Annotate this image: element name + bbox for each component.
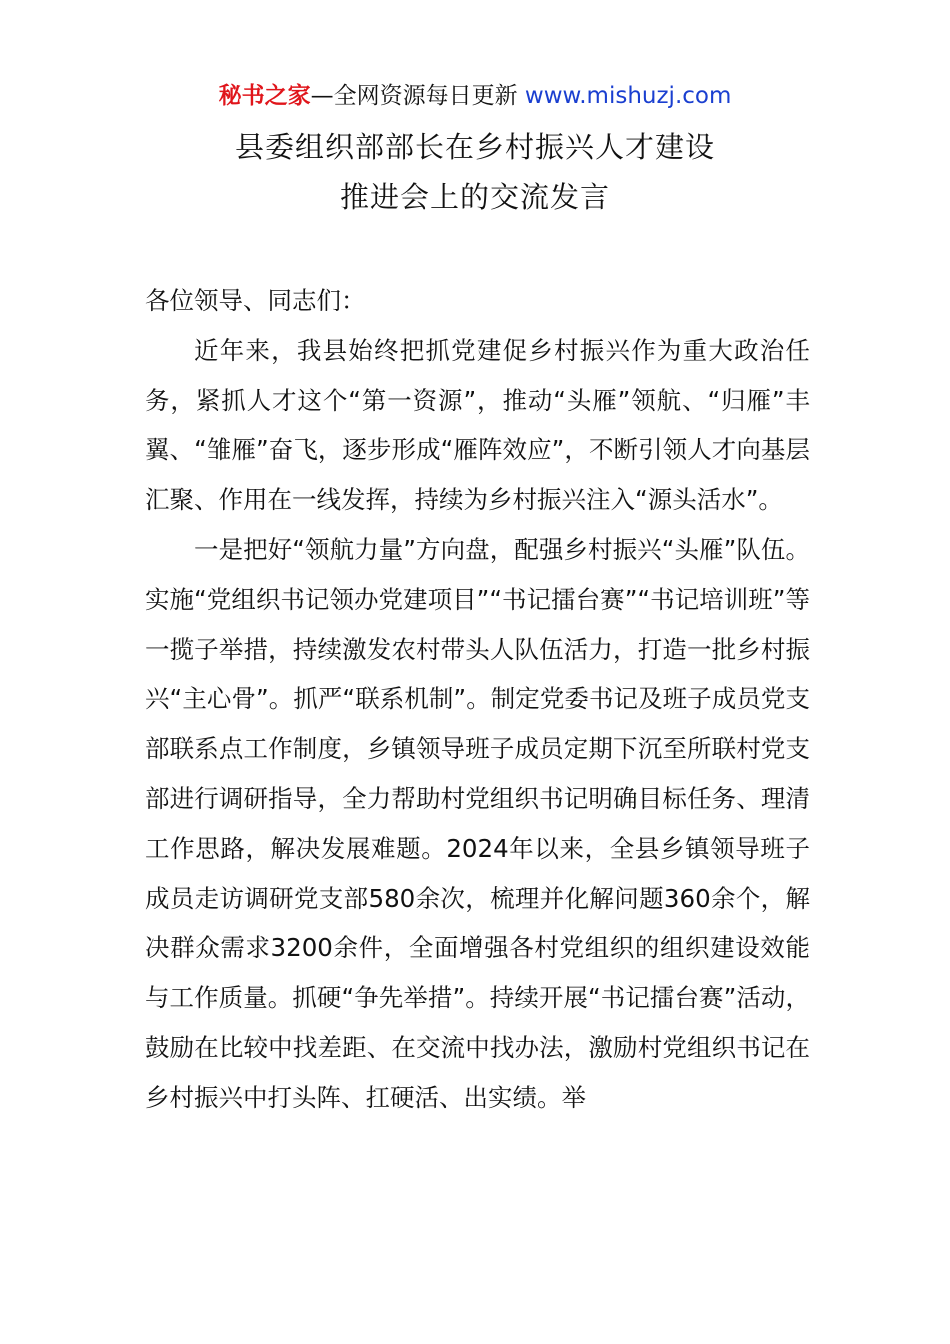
salutation: 各位领导、同志们： bbox=[145, 286, 366, 315]
paragraph-point-one: 一是把好“领航力量”方向盘，配强乡村振兴“头雁”队伍。实施“党组织书记领办党建项目”“书记擂台赛”“书记培训班”等一揽子举措，持续激发农村带头人队伍活力，打造一批乡村振兴“主心骨”。抓严“联系机制”。制定党委书记及班子成员党支部联系点工作制度，乡镇领导班子成员定期下沉至所联村党支部进行调研指导，全力帮助村党组织书记明确目标任务、理清工作思路，解决发展难题。2024年以来，全县乡镇领导班子成员走访调研党支部580余次，梳理并化解问题360余个，解决群众需求3200余件，全面增强各村党组织的组织建设效能与工作质量。抓硬“争先举措”。持续开展“书记擂台赛”活动，鼓励在比较中找差距、在交流中找办法，激励村党组织书记在乡村振兴中打头阵、扛硬活、出实绩。举 bbox=[145, 534, 810, 1112]
site-header bbox=[0, 80, 950, 112]
header-tagline: —全网资源每日更新 bbox=[310, 83, 525, 109]
document-title-line-1: 县委组织部部长在乡村振兴人才建设 bbox=[234, 130, 715, 164]
document-body bbox=[145, 276, 810, 1123]
site-url-link[interactable]: www.mishuzj.com bbox=[524, 83, 732, 109]
document-title-line-2: 推进会上的交流发言 bbox=[339, 180, 610, 214]
brand-name: 秘书之家 bbox=[218, 83, 311, 109]
paragraph-intro: 近年来，我县始终把抓党建促乡村振兴作为重大政治任务，紧抓人才这个“第一资源”，推动“头雁”领航、“归雁”丰翼、“雏雁”奋飞，逐步形成“雁阵效应”，不断引领人才向基层汇聚、作用在一线发挥，持续为乡村振兴注入“源头活水”。 bbox=[145, 335, 810, 515]
